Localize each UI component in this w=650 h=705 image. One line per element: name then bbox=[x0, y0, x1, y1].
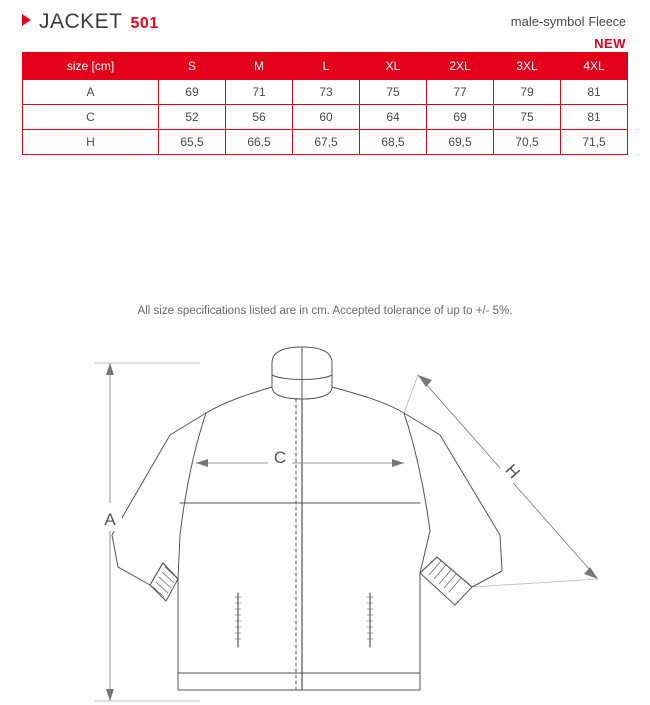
table-cell: 65,5 bbox=[159, 130, 226, 155]
table-header-cell: S bbox=[159, 53, 226, 80]
table-cell: 70,5 bbox=[494, 130, 561, 155]
tolerance-note: All size specifications listed are in cm. Accepted tolerance of up to +/- 5%. bbox=[137, 305, 513, 317]
left-sleeve-seam bbox=[178, 413, 206, 579]
table-header-cell: M bbox=[226, 53, 293, 80]
new-badge: NEW bbox=[594, 36, 626, 51]
row-label: H bbox=[23, 130, 159, 155]
dimension-label-c: C bbox=[273, 448, 287, 467]
h-guide-cuff bbox=[472, 579, 598, 587]
table-header-cell: XL bbox=[360, 53, 427, 80]
h-arrow-bottom bbox=[584, 567, 598, 579]
table-cell: 75 bbox=[494, 105, 561, 130]
fabric-label: Fleece bbox=[588, 15, 626, 29]
jacket-body-outline bbox=[112, 387, 502, 690]
jacket-drawing-svg bbox=[0, 335, 650, 705]
header-meta bbox=[511, 14, 626, 51]
table-row bbox=[23, 80, 628, 105]
dimension-label-h: H bbox=[501, 460, 524, 483]
dimension-label-a: A bbox=[104, 510, 116, 529]
table-header-cell: 2XL bbox=[427, 53, 494, 80]
right-cuff bbox=[420, 557, 472, 605]
table-row bbox=[23, 105, 628, 130]
table-cell: 56 bbox=[226, 105, 293, 130]
table-cell: 69 bbox=[159, 80, 226, 105]
product-code: 501 bbox=[130, 15, 159, 32]
table-cell: 79 bbox=[494, 80, 561, 105]
table-cell: 71,5 bbox=[561, 130, 628, 155]
male-symbol-icon: male-symbol bbox=[510, 14, 585, 29]
c-arrow-left bbox=[196, 459, 208, 467]
left-cuff-ribbing bbox=[153, 567, 177, 597]
right-cuff-ribbing bbox=[429, 561, 461, 592]
table-header-cell: size [cm] bbox=[23, 53, 159, 80]
table-header-cell: 4XL bbox=[561, 53, 628, 80]
table-cell: 64 bbox=[360, 105, 427, 130]
size-table bbox=[22, 52, 628, 155]
table-cell: 69 bbox=[427, 105, 494, 130]
table-cell: 71 bbox=[226, 80, 293, 105]
row-label: A bbox=[23, 80, 159, 105]
fabric-line bbox=[511, 14, 626, 29]
table-header-cell: 3XL bbox=[494, 53, 561, 80]
size-table-wrapper bbox=[0, 52, 650, 155]
table-cell: 68,5 bbox=[360, 130, 427, 155]
table-cell: 67,5 bbox=[293, 130, 360, 155]
table-cell: 81 bbox=[561, 80, 628, 105]
left-cuff bbox=[150, 563, 178, 601]
page-title: JACKET bbox=[39, 10, 123, 33]
table-cell: 73 bbox=[293, 80, 360, 105]
h-arrow-top bbox=[418, 375, 432, 387]
table-row bbox=[23, 130, 628, 155]
triangle-right-icon bbox=[22, 14, 31, 26]
a-arrow-bottom bbox=[106, 689, 114, 701]
table-cell: 69,5 bbox=[427, 130, 494, 155]
a-arrow-top bbox=[106, 363, 114, 375]
table-header-row bbox=[23, 53, 628, 80]
jacket-technical-drawing bbox=[0, 335, 650, 705]
dimension-lines bbox=[95, 363, 598, 701]
table-cell: 77 bbox=[427, 80, 494, 105]
table-cell: 52 bbox=[159, 105, 226, 130]
row-label: C bbox=[23, 105, 159, 130]
table-cell: 60 bbox=[293, 105, 360, 130]
c-arrow-right bbox=[392, 459, 404, 467]
dimension-letters bbox=[98, 443, 526, 531]
h-guide-shoulder bbox=[404, 375, 418, 413]
table-cell: 81 bbox=[561, 105, 628, 130]
table-cell: 66,5 bbox=[226, 130, 293, 155]
table-cell: 75 bbox=[360, 80, 427, 105]
page-header bbox=[0, 0, 650, 52]
table-header-cell: L bbox=[293, 53, 360, 80]
right-sleeve-seam bbox=[404, 413, 430, 573]
